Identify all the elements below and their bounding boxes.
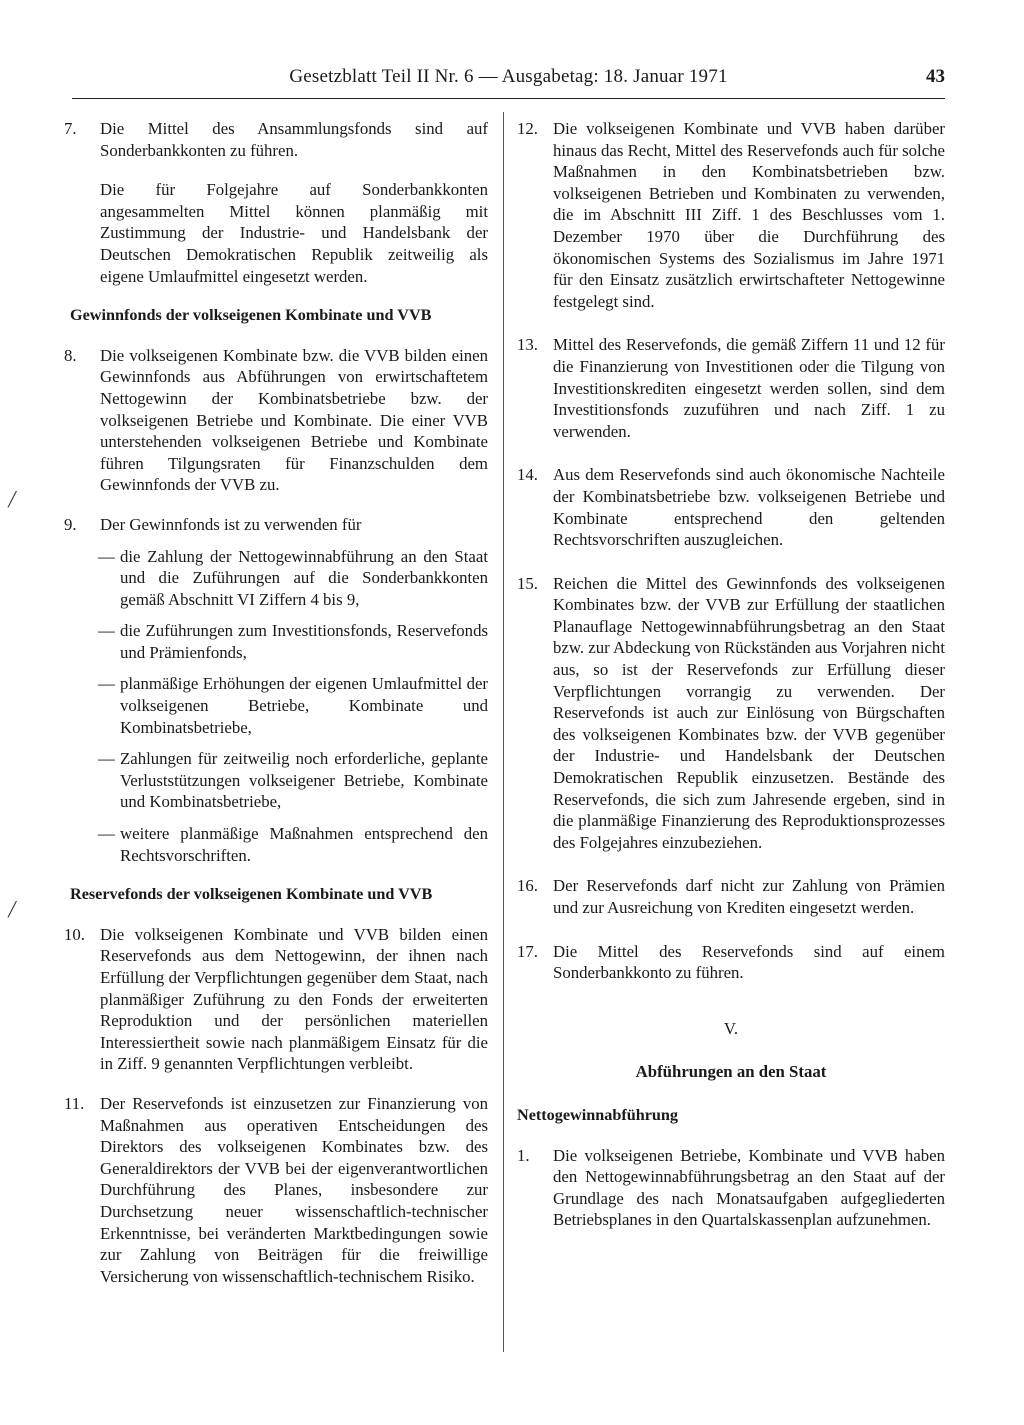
list-item [64,546,488,611]
page-number: 43 [926,66,945,87]
dash-bullet: — [98,546,115,566]
item-number: 12. [517,119,538,138]
section-item-11 [64,1093,488,1287]
dash-bullet: — [98,749,115,769]
section-title: Abführungen an den Staat [635,1062,827,1082]
item-number: 7. [64,119,77,138]
item-number: 8. [64,345,77,365]
section-item-12 [517,118,945,312]
item-text: Die volkseigenen Kombinate bzw. die VVB bilden einen Gewinnfonds aus Abführungen von erwirtschaftetem Nettogewinn der Kombinatsbetriebe bzw. der volkseigenen Betriebe und Kombinate. Die einer VVB unterstehenden volkseigenen Betriebe und Kombinate führen Tilgungsraten für Finanzschulden dem Gewinnfonds der VVB zu. [100,345,488,495]
dash-bullet: — [98,824,115,844]
list-item [64,673,488,738]
section-item-9 [64,514,488,536]
item-number: 13. [517,335,538,355]
list-item-text: planmäßige Erhöhungen der eigenen Umlaufmittel der volkseigenen Betriebe, Kombinate und Kombinatsbetriebe, [120,674,488,737]
item-number: 14. [517,465,538,485]
section-item-8 [64,345,488,496]
subheading-nettogewinnabfuehrung: Nettogewinnabführung [517,1105,678,1124]
section-item-17 [517,941,945,984]
margin-mark: ╱ [8,493,17,508]
item-number: 10. [64,924,85,944]
section-item-13 [517,334,945,442]
page-header [72,66,945,99]
item-number: 17. [517,941,538,961]
list-item-text: weitere planmäßige Maßnahmen entsprechend den Rechtsvorschriften. [120,824,488,865]
item-7-paragraph-2: Die für Folgejahre auf Sonderbankkonten angesammelten Mittel können planmäßig mit Zustimmung der Industrie- und Handelsbank der Deutschen Demokratischen Republik zeitweilig als eigene Umlaufmittel eingesetzt werden. [100,180,488,286]
item-number: 1. [517,1145,530,1165]
list-item-text: Zahlungen für zeitweilig noch erforderliche, geplante Verluststützungen volkseigener Betriebe, Kombinate und Kombinatsbetriebe, [120,749,488,812]
item-text: Die volkseigenen Kombinate und VVB bilden einen Reservefonds aus dem Nettogewinn, der ihnen nach Erfüllung der Verpflichtungen gegenüber dem Staat, nach planmäßiger Zuführung zu den Fonds der erweiterten Reproduktion und der persönlichen materiellen Interessiertheit sowie nach planmäßigem Einsatz für die in Ziff. 9 genannten Verpflichtungen verbleibt. [100,924,488,1074]
section-heading-reservefonds: Reservefonds der volkseigenen Kombinate und VVB [70,885,433,904]
item-text: Die Mittel des Ansammlungsfonds sind auf Sonderbankkonten zu führen. [100,119,488,160]
list-item [64,748,488,813]
dash-bullet: — [98,621,115,641]
column-divider [503,112,504,1352]
section-item-1 [517,1145,945,1231]
item-number: 9. [64,514,77,534]
dash-bullet: — [98,674,115,694]
section-item-16 [517,875,945,918]
list-item-text: die Zuführungen zum Investitionsfonds, Reservefonds und Prämienfonds, [120,621,488,662]
item-number: 11. [64,1093,85,1113]
item-text: Der Reservefonds darf nicht zur Zahlung von Prämien und zur Ausreichung von Krediten eingesetzt werden. [553,876,945,917]
item-text: Die volkseigenen Kombinate und VVB haben darüber hinaus das Recht, Mittel des Reservefonds auch für solche Maßnahmen in den Kombinatsbetrieben bzw. volkseigenen Betrieben und Kombinaten zu verwenden, die im Abschnitt III Ziff. 1 des Beschlusses vom 1. Dezember 1970 über die Durchführung des ökonomischen Systems des Sozialismus im Jahre 1971 für den Einsatz zusätzlich erwirtschafteter Nettogewinne festgelegt sind. [553,119,945,311]
list-item-text: die Zahlung der Nettogewinnabführung an den Staat und die Zuführungen auf die Sonderbankkonten gemäß Abschnitt VI Ziffern 4 bis 9, [120,546,488,609]
item-text: Der Gewinnfonds ist zu verwenden für [100,514,362,534]
left-column [64,118,488,1305]
list-item [64,823,488,866]
margin-mark: ╱ [8,903,17,918]
item-text: Mittel des Reservefonds, die gemäß Ziffern 11 und 12 für die Finanzierung von Investitionen oder die Tilgung von Investitionskrediten eingesetzt werden sollen, sind dem Investitionsfonds zuzuführen und nach Ziff. 1 zu verwenden. [553,335,945,441]
section-heading-gewinnfonds: Gewinnfonds der volkseigenen Kombinate und VVB [70,306,432,325]
item-text: Die volkseigenen Betriebe, Kombinate und VVB haben den Nettogewinnabführungsbetrag an den Staat auf der Grundlage des nach Monatsaufgaben aufgegliederten Betriebsplanes in den Quartalskassenplan aufzunehmen. [553,1145,945,1230]
item-number: 16. [517,876,538,896]
section-item-15 [517,573,945,854]
item-text: Der Reservefonds ist einzusetzen zur Finanzierung von Maßnahmen aus operativen Entscheidungen des Direktors des volkseigenen Kombinates bzw. des Generaldirektors der VVB bei der eigenverantwortlichen Durchführung des Planes, insbesondere zur Durchsetzung neuer wissenschaftlich-technischer Erkenntnisse, bei veränderten Marktbedingungen sowie zur Zahlung von Beiträgen für die freiwillige Versicherung von wissenschaftlich-technischem Risiko. [100,1093,488,1286]
right-column [517,118,945,1249]
page-header-title: Gesetzblatt Teil II Nr. 6 — Ausgabetag: 18. Januar 1971 [289,66,728,87]
section-item-10 [64,924,488,1075]
list-item [64,620,488,663]
item-text: Reichen die Mittel des Gewinnfonds des volkseigenen Kombinates bzw. der VVB zur Erfüllung der staatlichen Planauflage Nettogewinnabführungsbetrag an den Staat bzw. zur Abdeckung von Rückständen aus Vorjahren nicht aus, so ist der Reservefonds zur Erfüllung dieser Verpflichtungen vorrangig zu verwenden. Der Reservefonds ist auch zur Einlösung von Bürgschaften des volkseigenen Kombinates bzw. der VVB gegenüber der Industrie- und Handelsbank der Deutschen Demokratischen Republik einzusetzen. Bestände des Reservefonds, die sich zum Jahresende ergeben, sind in die planmäßige Finanzierung des Reproduktionsprozesses des Folgejahres einzubeziehen. [553,573,945,852]
item-text: Die Mittel des Reservefonds sind auf einem Sonderbankkonto zu führen. [553,941,945,983]
item-text: Aus dem Reservefonds sind auch ökonomische Nachteile der Kombinatsbetriebe bzw. volkseigenen Betriebe und Kombinate entsprechend den geltenden Rechtsvorschriften auszugleichen. [553,465,945,550]
section-item-7 [64,118,488,161]
section-number: V. [723,1018,739,1038]
section-item-14 [517,464,945,550]
item-number: 15. [517,573,538,593]
